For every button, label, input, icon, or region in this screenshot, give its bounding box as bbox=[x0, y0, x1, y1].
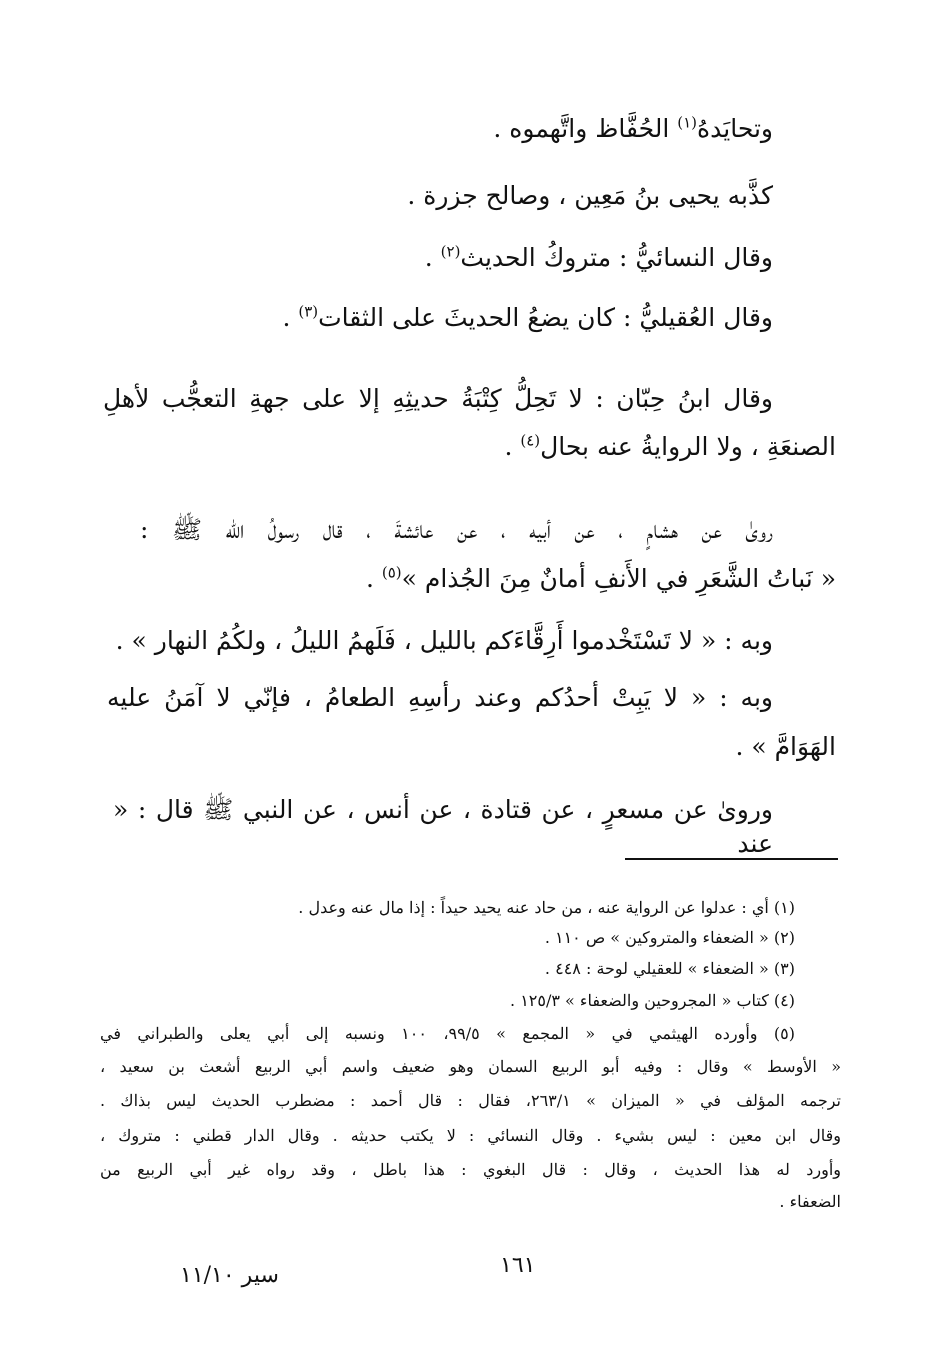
text-line: وقال العُقيليُّ : كان يضعُ الحديثَ على الثقات$^{(٣)}$ . bbox=[282, 302, 773, 332]
footnote: (٣) « الضعفاء » للعقيلي لوحة : ٤٤٨ . bbox=[544, 959, 795, 978]
footnote-ref[interactable]: (٣) bbox=[298, 302, 319, 321]
footnote: وأورد له هذا الحديث ، وقال : قال البغوي : هذا باطل ، وقد رواه غير أبي الربيع من bbox=[100, 1160, 841, 1179]
text-line: روىٰ عن هشامٍ ، عن أبيه ، عن عائشةَ ، قال رسولُ الله ﷺ : bbox=[140, 515, 773, 544]
footnote: (٢) « الضعفاء والمتروكين » ص ١١٠ . bbox=[544, 928, 795, 947]
footnote: وقال ابن معين : ليس بشيء . وقال النسائي : لا يكتب حديثه . وقال الدار قطني : متروك ، bbox=[100, 1126, 841, 1145]
text-line: وقال النسائيُّ : متروكُ الحديث$^{(٢)}$ . bbox=[424, 242, 773, 272]
footnote-ref[interactable]: (٥) bbox=[381, 563, 402, 582]
text-line: كذَّبه يحيى بنُ مَعِين ، وصالح جزرة . bbox=[407, 181, 773, 210]
footnote-ref[interactable]: (١) bbox=[677, 113, 698, 132]
footnote-ref[interactable]: (٤) bbox=[520, 431, 541, 450]
footnote: ترجمه المؤلف في « الميزان » ٢٦٣/١، فقال : قال أحمد : مضطرب الحديث ليس بذاك . bbox=[100, 1091, 841, 1110]
text-line: وتحايَدهُ$^{(١)}$ الحُفَّاظ واتَّهموه . bbox=[493, 113, 773, 143]
footnote: (٥) وأورده الهيثمي في « المجمع » ٩٩/٥، ١٠٠ ونسبه إلى أبي يعلى والطبراني في bbox=[100, 1024, 796, 1043]
footnote-separator bbox=[625, 858, 838, 860]
text-line: وبه : « لا يَبِتْ أحدُكم وعند رأسِهِ الطعامُ ، فإنّي لا آمَنُ عليه bbox=[107, 683, 773, 712]
text-line: وقال ابنُ حِبّان : لا تَحِلُّ كِتْبَةُ حديثِهِ إلا على جهةِ التعجُّب لأهلِ bbox=[103, 384, 773, 413]
text-line: وبه : « لا تَسْتَخْدموا أَرِقَّاءَكم بالليل ، فَلَهمُ الليلُ ، ولكُمُ النهار » . bbox=[115, 626, 773, 655]
page-number: ١٦١ bbox=[500, 1253, 536, 1278]
footnote: (١) أي : عدلوا عن الرواية عنه ، من حاد عنه يحيد حيداً : إذا مال عنه وعدل . bbox=[298, 898, 795, 917]
footnote-ref[interactable]: (٢) bbox=[440, 242, 461, 261]
footnote: « الأوسط » وقال : وفيه أبو الربيع السمان وهو ضعيف واسم أبي الربيع أشعث بن سعيد ، bbox=[100, 1057, 842, 1076]
footnote: (٤) كتاب « المجروحين والضعفاء » ١٢٥/٣ . bbox=[510, 991, 795, 1010]
text-line: « نَباتُ الشَّعَرِ في الأَنفِ أمانٌ مِنَ الجُذام »$^{(٥)}$ . bbox=[365, 563, 836, 593]
text-line: الصنعَةِ ، ولا الروايةُ عنه بحال$^{(٤)}$ . bbox=[504, 431, 836, 461]
text-line: الهَوَامَّ » . bbox=[735, 732, 836, 761]
footnote: الضعفاء . bbox=[779, 1192, 841, 1211]
signature-mark: سير ١١/١٠ bbox=[180, 1263, 279, 1288]
text-line: وروىٰ عن مسعرٍ ، عن قتادة ، عن أنس ، عن النبي ﷺ قال : « عند bbox=[113, 795, 773, 858]
